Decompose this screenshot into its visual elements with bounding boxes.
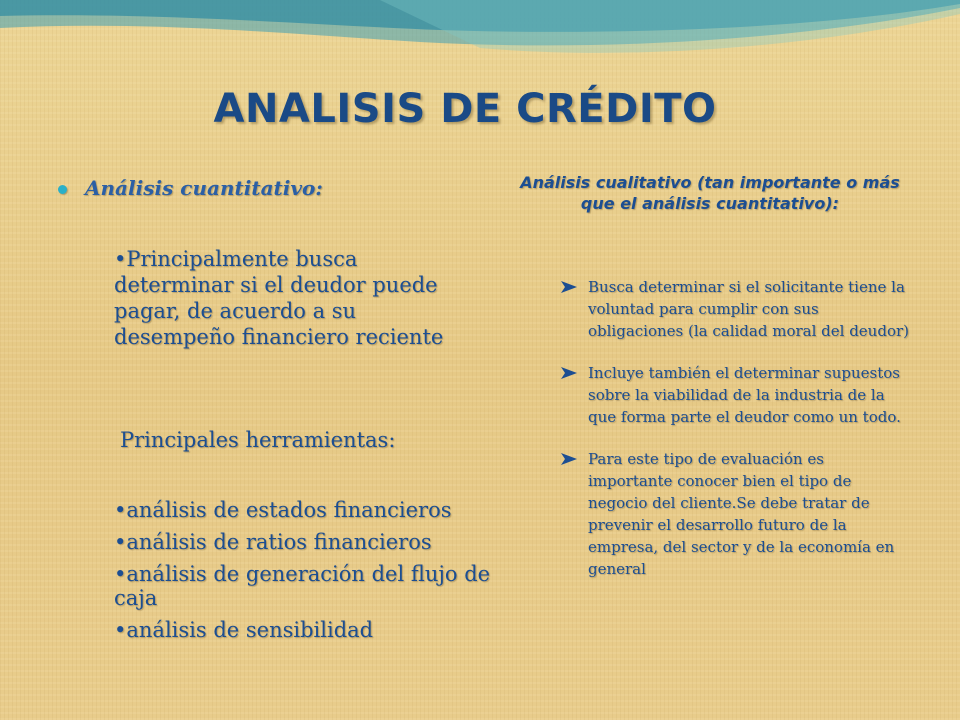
quantitative-heading-text: Análisis cuantitativo: <box>85 176 323 200</box>
decorative-wave <box>0 0 960 70</box>
arrow-bullet-icon <box>560 452 578 466</box>
list-item <box>560 362 910 428</box>
bullet-dot-icon <box>58 185 67 194</box>
slide-title: ANALISIS DE CRÉDITO <box>213 86 717 132</box>
quantitative-heading <box>58 176 478 200</box>
list-item <box>560 276 910 342</box>
qualitative-list <box>560 276 910 600</box>
tools-list <box>114 498 494 652</box>
list-item <box>560 448 910 580</box>
arrow-bullet-icon <box>560 366 578 380</box>
list-item: •análisis de sensibilidad <box>114 618 374 642</box>
qualitative-heading: Análisis cualitativo (tan importante o más que el análisis cuantitativo): <box>520 173 900 213</box>
list-item-text: Busca determinar si el solicitante tiene la voluntad para cumplir con sus obligaciones (la calidad moral del deudor) <box>588 278 909 340</box>
tools-subheading: Principales herramientas: <box>120 428 396 452</box>
quantitative-description: •Principalmente busca determinar si el deudor puede pagar, de acuerdo a su desempeño financiero reciente <box>114 247 444 349</box>
list-item-text: Incluye también el determinar supuestos sobre la viabilidad de la industria de la que forma parte el deudor como un todo. <box>588 364 901 426</box>
list-item: •análisis de generación del flujo de caja <box>114 562 491 610</box>
list-item: •análisis de estados financieros <box>114 498 452 522</box>
list-item-text: Para este tipo de evaluación es importante conocer bien el tipo de negocio del cliente.Se debe tratar de prevenir el desarrollo futuro de la empresa, del sector y de la economía en general <box>588 450 895 578</box>
list-item: •análisis de ratios financieros <box>114 530 432 554</box>
arrow-bullet-icon <box>560 280 578 294</box>
